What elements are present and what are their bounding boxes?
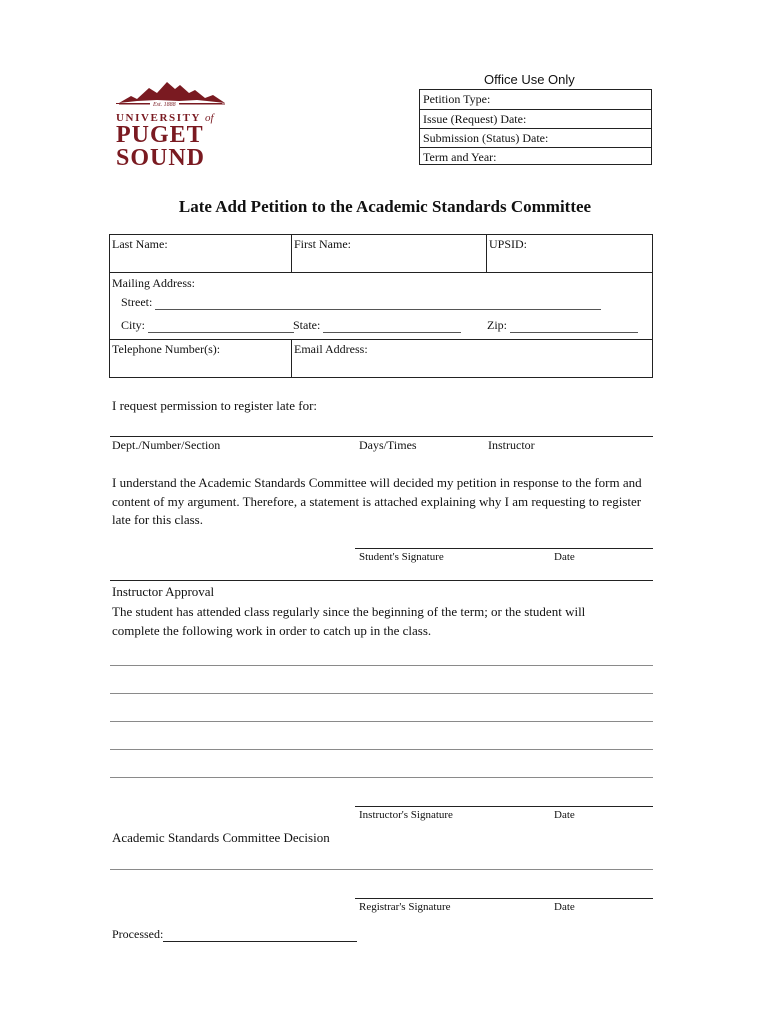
course-header-dept: Dept./Number/Section (112, 438, 221, 452)
instructor-signature-label: Instructor's Signature (359, 809, 453, 821)
instructor-signature-line[interactable] (355, 806, 653, 807)
processed-field[interactable]: Processed: (112, 927, 357, 942)
instructor-approval-heading: Instructor Approval (112, 584, 215, 599)
committee-decision-heading: Academic Standards Committee Decision (112, 830, 330, 845)
course-header-instructor: Instructor (488, 438, 535, 452)
statement-text: I understand the Academic Standards Committee will decided my petition in response to the form and content of my argument. Therefore, a statement is attached explaining why I am requesting to register late for this class. (112, 475, 642, 527)
section-divider (110, 580, 653, 581)
last-name-field[interactable]: Last Name: (112, 237, 168, 251)
registrar-signature-label: Registrar's Signature (359, 901, 451, 913)
telephone-field[interactable]: Telephone Number(s): (112, 342, 221, 356)
request-text: I request permission to register late for: (112, 398, 318, 413)
course-line (110, 436, 653, 437)
office-use-box (419, 89, 652, 165)
office-row-term-year: Term and Year: (420, 147, 651, 166)
instructor-approval-text: The student has attended class regularly since the beginning of the term; or the student will complete the following work in order to catch up in the class. (112, 604, 586, 638)
zip-field[interactable]: Zip: (487, 318, 638, 333)
info-table (109, 234, 653, 378)
university-logo (112, 76, 227, 171)
state-field[interactable]: State: (293, 318, 461, 333)
office-row-submission-date: Submission (Status) Date: (420, 128, 651, 147)
office-row-issue-date: Issue (Request) Date: (420, 109, 651, 128)
student-date-label: Date (554, 551, 575, 563)
upsid-field[interactable]: UPSID: (489, 237, 528, 251)
street-field[interactable]: Street: (121, 295, 601, 310)
office-row-petition-type: Petition Type: (423, 92, 491, 106)
registrar-date-label: Date (554, 901, 575, 913)
student-signature-line[interactable] (355, 548, 653, 549)
city-field[interactable]: City: (121, 318, 294, 333)
logo-sound: SOUND (116, 145, 206, 171)
course-header-days: Days/Times (359, 438, 417, 452)
registrar-signature-line[interactable] (355, 898, 653, 899)
mailing-address-label: Mailing Address: (112, 276, 195, 290)
first-name-field[interactable]: First Name: (294, 237, 351, 251)
work-line-5[interactable] (110, 777, 653, 778)
work-line-2[interactable] (110, 693, 653, 694)
logo-university: UNIVERSITY of (116, 112, 214, 124)
page-title: Late Add Petition to the Academic Standards Committee (178, 197, 592, 216)
decision-line[interactable] (110, 869, 653, 870)
instructor-date-label: Date (554, 809, 575, 821)
logo-est: Est. 1888 (150, 102, 179, 108)
work-line-1[interactable] (110, 665, 653, 666)
student-signature-label: Student's Signature (359, 551, 444, 563)
logo-puget: PUGET (116, 122, 204, 148)
email-field[interactable]: Email Address: (294, 342, 368, 356)
office-use-heading: Office Use Only (484, 72, 575, 87)
work-line-3[interactable] (110, 721, 653, 722)
work-line-4[interactable] (110, 749, 653, 750)
